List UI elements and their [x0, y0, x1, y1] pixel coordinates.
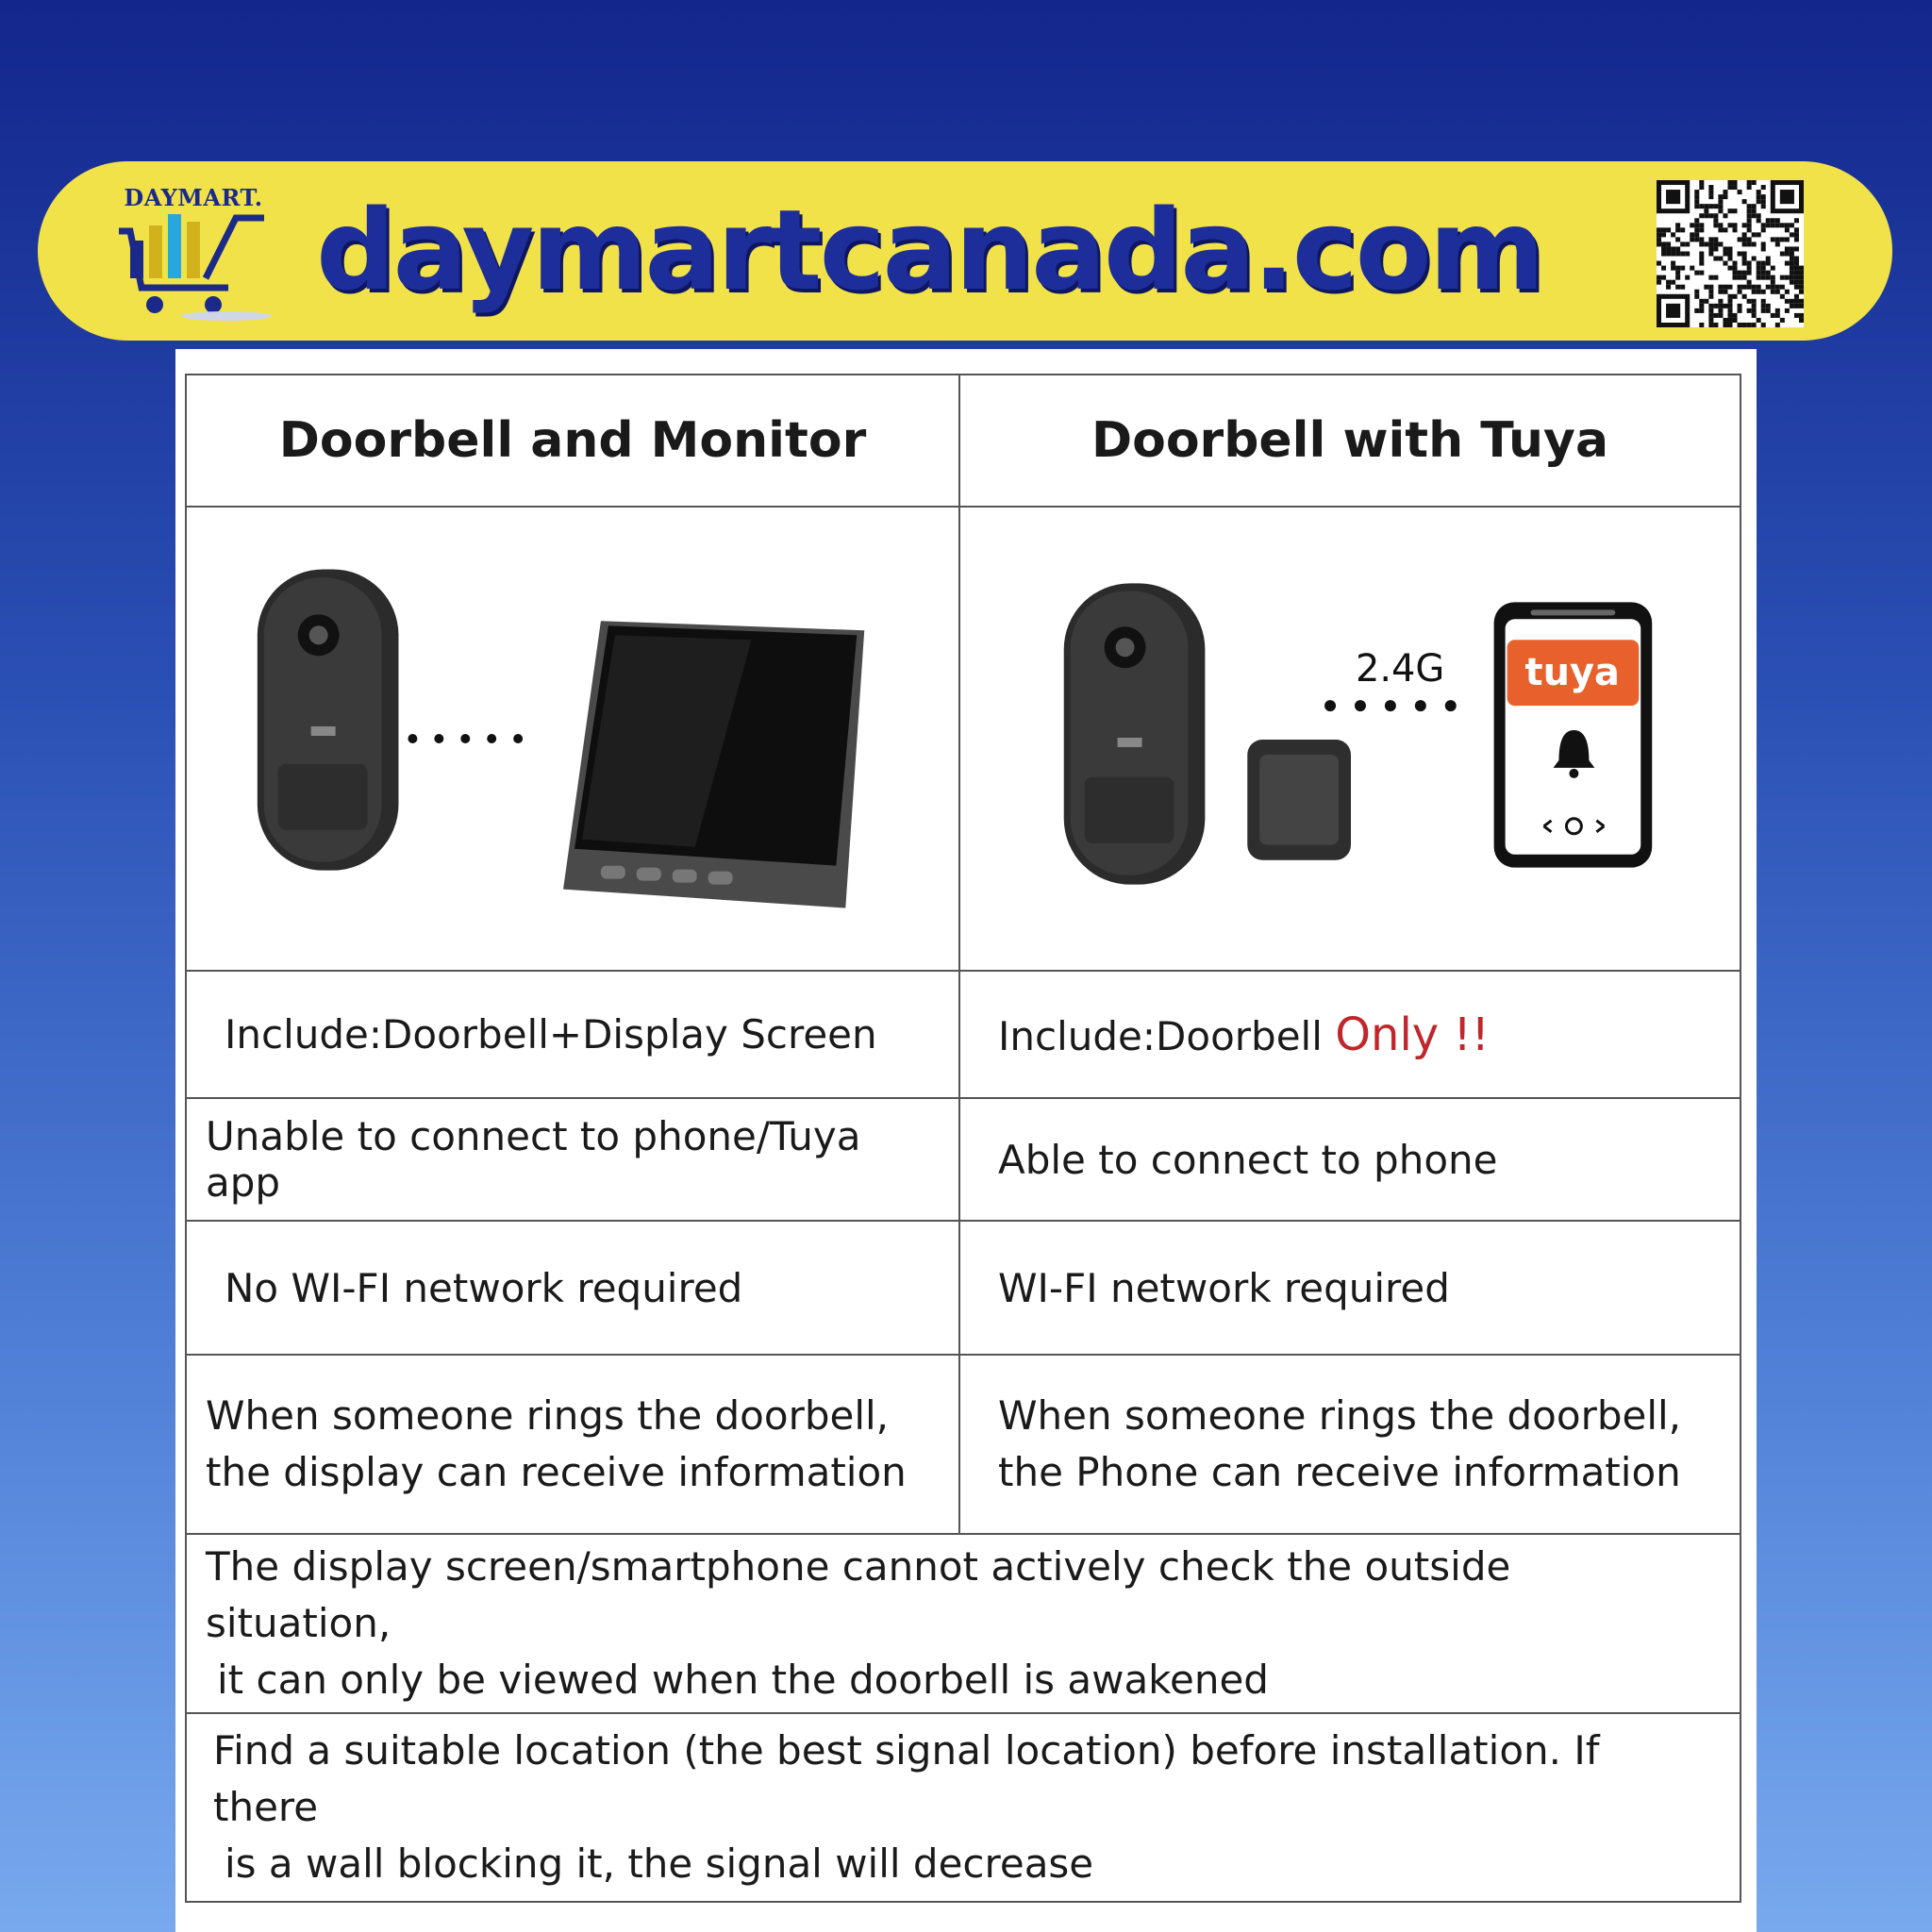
ring-tuya-cell — [959, 1355, 1740, 1534]
column-header-tuya: Doorbell with Tuya — [959, 375, 1740, 507]
signal-label: 2.4G — [1355, 647, 1445, 691]
tuya-illustration-cell — [959, 507, 1740, 971]
note-viewing-line-2: it can only be viewed when the doorbell is awakened — [217, 1657, 1269, 1703]
smartphone-icon — [1494, 602, 1653, 867]
note-installation-line-2: is a wall blocking it, the signal will decrease — [225, 1840, 1094, 1887]
doorbell-icon — [1064, 583, 1206, 884]
comparison-table — [185, 374, 1741, 1903]
daymart-logo[interactable] — [113, 184, 274, 325]
phone-connect-tuya-cell: Able to connect to phone — [959, 1098, 1740, 1221]
ring-tuya-line-2: the Phone can receive information — [998, 1449, 1681, 1495]
ring-monitor-cell — [186, 1355, 959, 1534]
chime-speaker-icon — [1247, 740, 1351, 860]
column-header-monitor: Doorbell and Monitor — [186, 375, 959, 507]
shopping-cart-logo-icon — [113, 184, 274, 325]
include-tuya-cell — [959, 971, 1740, 1098]
note-installation-line-1: Find a suitable location (the best signal location) before installation. If there — [213, 1727, 1600, 1830]
note-installation-cell — [186, 1713, 1740, 1902]
note-viewing-line-1: The display screen/smartphone cannot actively check the outside situation, — [206, 1543, 1511, 1646]
include-tuya-text: Include:Doorbell — [998, 1012, 1323, 1059]
doorbell-icon — [258, 569, 399, 870]
ring-tuya-line-1: When someone rings the doorbell, — [998, 1392, 1682, 1439]
tuya-app-label: tuya — [1524, 651, 1620, 695]
doorbell-with-tuya-illustration — [960, 508, 1740, 970]
wifi-tuya-cell: WI-FI network required — [959, 1221, 1740, 1355]
phone-connect-monitor-cell: Unable to connect to phone/Tuya app — [186, 1098, 959, 1221]
include-monitor-cell: Include:Doorbell+Display Screen — [186, 971, 959, 1098]
ring-monitor-line-1: When someone rings the doorbell, — [206, 1392, 890, 1439]
display-monitor-icon — [563, 621, 864, 908]
logo-brand-text: DAYMART. — [124, 184, 263, 211]
ring-monitor-line-2: the display can receive information — [206, 1449, 907, 1495]
only-warning: Only !! — [1335, 1008, 1490, 1061]
note-viewing-cell — [186, 1534, 1740, 1713]
monitor-illustration-cell — [186, 507, 959, 971]
qr-code — [1657, 180, 1804, 327]
qr-code-icon — [1657, 180, 1804, 327]
doorbell-and-monitor-illustration — [187, 508, 958, 970]
wifi-monitor-cell: No WI-FI network required — [186, 1221, 959, 1355]
site-url[interactable]: daymartcanada.com — [316, 185, 1542, 315]
